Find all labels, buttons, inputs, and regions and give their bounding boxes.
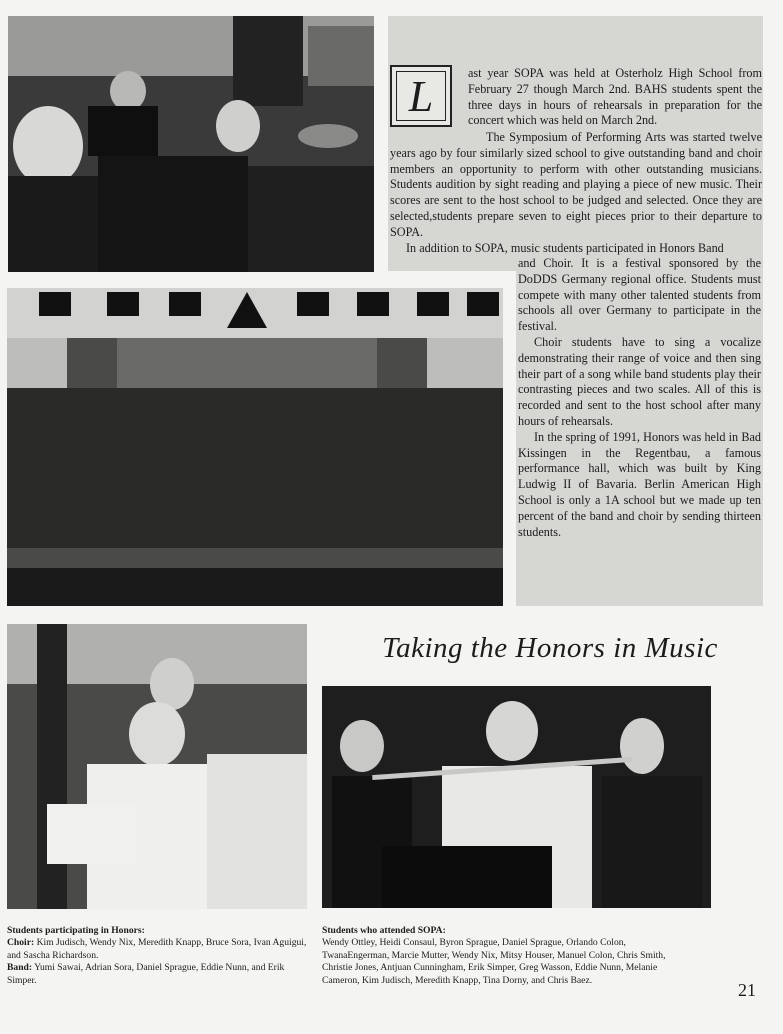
sopa-caption-text: Wendy Ottley, Heidi Consaul, Byron Sprague, Daniel Sprague, Orlando Colon, TwanaEngerman, Marcie Mutter, Wendy Nix, Mitsy Houser, Manuel Colon, Chris Smith, Christie Jones, Antjuan Cunningham, Erik Simper, Greg Wasson, Eddie Nunn, Melanie Cameron, Kim Judisch, Meredith Knapp, Tina Dorny, and Chris Baez.: [322, 937, 666, 986]
honors-band-line: Band: Yumi Sawai, Adrian Sora, Daniel Sprague, Eddie Nunn, and Erik Simper.: [7, 962, 285, 986]
sopa-caption-title: Students who attended SOPA:: [322, 925, 446, 936]
flute-players-photo: [322, 686, 711, 908]
article-paragraph-1: ast year SOPA was held at Osterholz High School from February 27 though March 2nd. BAHS students spent the three days in hours of rehearsals in preparation for the concert which was held on March 2nd.: [468, 66, 762, 128]
honors-caption-title: Students participating in Honors:: [7, 925, 145, 936]
article-paragraph-4: Choir students have to sing a vocalize demonstrating their range of voice and then sing their part of a song while band students play their contrasting pieces and two scales. All of this is recorded and sent to the host school after many hours of rehearsals.: [518, 334, 761, 428]
article-paragraph-3-start: In addition to SOPA, music students participated in Honors Band: [406, 240, 724, 255]
article-paragraph-5: In the spring of 1991, Honors was held in Bad Kissingen in the Regentbau, a famous performance hall, which was built by King Ludwig II of Bavaria. Berlin American High School is only a 1A school but we made up ten percent of the band and choir by sending thirteen students.: [518, 429, 761, 539]
band-rehearsal-photo: [8, 16, 374, 272]
article-paragraph-3: and Choir. It is a festival sponsored by the DoDDS Germany regional office. Students must compete with many other talented students from schools all over Germany to participate in the festival.: [518, 256, 761, 334]
article-mid-text: [390, 130, 762, 256]
drop-cap-letter: L: [396, 71, 446, 121]
drop-cap: [390, 65, 452, 127]
choir-singers-photo: [7, 624, 307, 909]
page-headline: Taking the Honors in Music: [382, 632, 718, 664]
article-paragraph-2: The Symposium of Performing Arts was started twelve years ago by four similarly sized school to give outstanding band and choir members an opportunity to perform with other outstanding musicians. Students audition by sight reading and playing a piece of new music. Their scores are sent to the host school to be judged and selected. Once they are selected,students prepare seven to eight pieces prior to their departure to SOPA.: [390, 130, 762, 239]
choir-group-photo: [7, 288, 503, 606]
article-top-text: [468, 66, 762, 129]
honors-caption: [7, 925, 307, 987]
sopa-caption: [322, 925, 672, 987]
article-right-column: [518, 256, 761, 540]
page-number: 21: [738, 980, 756, 1000]
honors-choir-line: Choir: Kim Judisch, Wendy Nix, Meredith Knapp, Bruce Sora, Ivan Aguigui, and Sascha Richardson.: [7, 937, 307, 961]
